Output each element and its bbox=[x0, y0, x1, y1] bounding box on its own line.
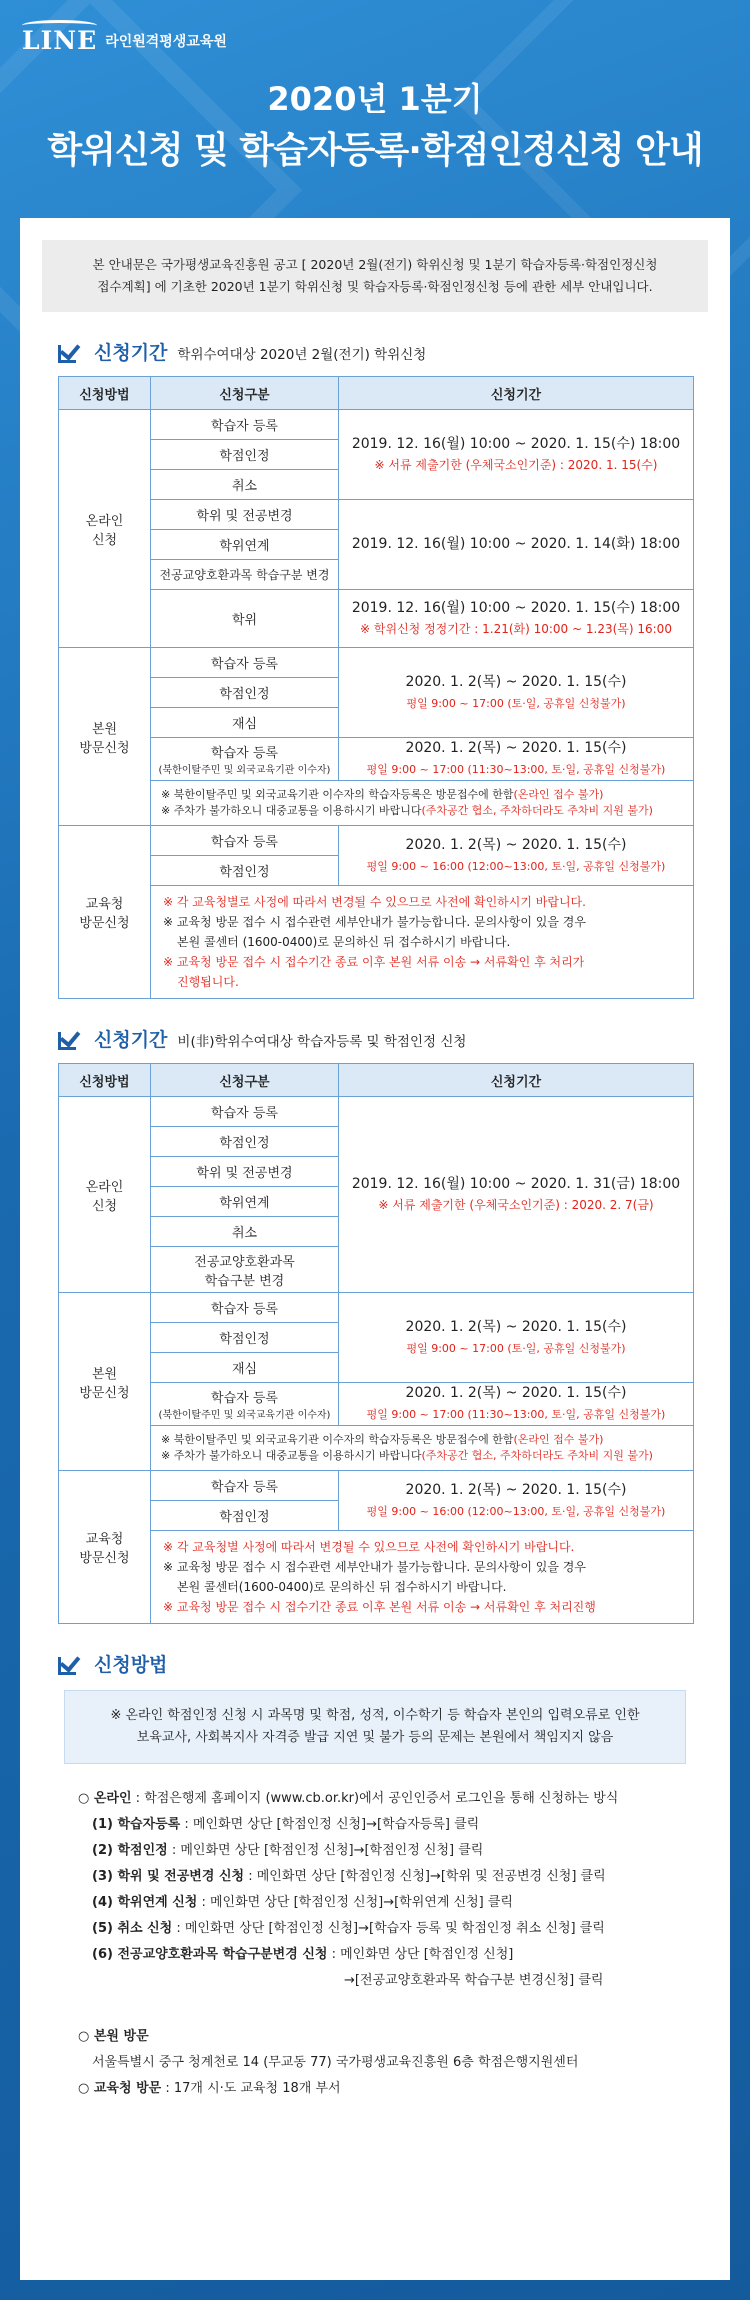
header-period: 신청기간 bbox=[339, 377, 694, 410]
method-step: (4) 학위연계 신청 : 메인화면 상단 [학점인정 신청]→[학위연계 신청] 클릭 bbox=[92, 1895, 513, 1910]
logo[interactable] bbox=[22, 20, 227, 55]
table-row bbox=[59, 500, 694, 530]
header-method: 신청방법 bbox=[59, 377, 151, 410]
table-row bbox=[59, 1426, 694, 1471]
header-category: 신청구분 bbox=[151, 377, 339, 410]
schedule-table-degree bbox=[58, 376, 694, 999]
method-visit: ○ 본원 방문 bbox=[78, 2029, 149, 2044]
category-cell: 학습자 등록 bbox=[151, 648, 339, 678]
table-row bbox=[59, 648, 694, 678]
category-cell: 학점인정 bbox=[151, 1127, 339, 1157]
method-cell: 온라인 신청 bbox=[59, 410, 151, 648]
hero-banner bbox=[0, 0, 750, 218]
category-cell: 학습자 등록 (북한이탈주민 및 외국교육기관 이수자) bbox=[151, 1383, 339, 1426]
table-row bbox=[59, 1293, 694, 1323]
category-cell: 학위 bbox=[151, 590, 339, 648]
category-cell: 학습자 등록 bbox=[151, 1471, 339, 1501]
table-header-row bbox=[59, 1064, 694, 1097]
method-step: (2) 학점인정 : 메인화면 상단 [학점인정 신청]→[학점인정 신청] 클릭 bbox=[92, 1843, 484, 1858]
period-cell: 2020. 1. 2(목) ~ 2020. 1. 15(수) 평일 9:00 ~ 16:00 (12:00~13:00, 토·일, 공휴일 신청불가) bbox=[339, 826, 694, 886]
category-cell: 취소 bbox=[151, 1217, 339, 1247]
category-cell: 학습자 등록 bbox=[151, 1293, 339, 1323]
header-period: 신청기간 bbox=[339, 1064, 694, 1097]
method-cell: 교육청 방문신청 bbox=[59, 1471, 151, 1624]
category-cell: 학점인정 bbox=[151, 856, 339, 886]
check-icon bbox=[58, 339, 86, 363]
check-icon bbox=[58, 1651, 86, 1675]
section-subtitle: 비(非)학위수여대상 학습자등록 및 학점인정 신청 bbox=[177, 1033, 467, 1050]
schedule-table-non-degree bbox=[58, 1063, 694, 1624]
page-title-year: 2020년 1분기 bbox=[267, 80, 483, 118]
section-title: 신청기간 bbox=[94, 1028, 168, 1051]
category-cell: 학점인정 bbox=[151, 1501, 339, 1531]
logo-mark: LINE bbox=[22, 20, 97, 55]
table-header-row bbox=[59, 377, 694, 410]
visit-note: ※ 북한이탈주민 및 외국교육기관 이수자의 학습자등록은 방문접수에 한함(온라인 접수 불가) ※ 주차가 불가하오니 대중교통을 이용하시기 바랍니다(주차공간 협소, 주차하더라도 주차비 지원 불가) bbox=[151, 781, 694, 826]
method-step: (5) 취소 신청 : 메인화면 상단 [학점인정 신청]→[학습자 등록 및 학점인정 취소 신청] 클릭 bbox=[92, 1921, 605, 1936]
section-header bbox=[58, 338, 730, 364]
method-office: ○ 교육청 방문 : 17개 시·도 교육청 18개 부서 bbox=[78, 2081, 341, 2096]
logo-name: 라인원격평생교육원 bbox=[105, 33, 227, 50]
category-cell: 학습자 등록 (북한이탈주민 및 외국교육기관 이수자) bbox=[151, 738, 339, 781]
section-title: 신청기간 bbox=[94, 341, 168, 364]
table-row bbox=[59, 1471, 694, 1501]
period-cell: 2020. 1. 2(목) ~ 2020. 1. 15(수) 평일 9:00 ~ 16:00 (12:00~13:00, 토·일, 공휴일 신청불가) bbox=[339, 1471, 694, 1531]
period-cell: 2019. 12. 16(월) 10:00 ~ 2020. 1. 15(수) 18:00 ※ 서류 제출기한 (우체국소인기준) : 2020. 1. 15(수) bbox=[339, 410, 694, 500]
category-cell: 재심 bbox=[151, 708, 339, 738]
period-cell: 2020. 1. 2(목) ~ 2020. 1. 15(수) 평일 9:00 ~ 17:00 (토·일, 공휴일 신청불가) bbox=[339, 1293, 694, 1383]
category-cell: 학점인정 bbox=[151, 440, 339, 470]
visit-note: ※ 북한이탈주민 및 외국교육기관 이수자의 학습자등록은 방문접수에 한함(온라인 접수 불가) ※ 주차가 불가하오니 대중교통을 이용하시기 바랍니다(주차공간 협소, 주차하더라도 주차비 지원 불가) bbox=[151, 1426, 694, 1471]
method-cell: 본원 방문신청 bbox=[59, 648, 151, 826]
howto-notice: ※ 온라인 학점인정 신청 시 과목명 및 학점, 성적, 이수학기 등 학습자 본인의 입력오류로 인한 보육교사, 사회복지사 자격증 발급 지연 및 불가 등의 문제는 본원에서 책임지지 않음 bbox=[64, 1690, 686, 1764]
method-online: ○ 온라인 : 학점은행제 홈페이지 (www.cb.or.kr)에서 공인인증서 로그인을 통해 신청하는 방식 bbox=[78, 1791, 619, 1806]
category-cell: 학점인정 bbox=[151, 678, 339, 708]
category-cell: 재심 bbox=[151, 1353, 339, 1383]
category-cell: 전공교양호환과목 학습구분 변경 bbox=[151, 1247, 339, 1293]
table-row bbox=[59, 1097, 694, 1127]
category-cell: 취소 bbox=[151, 470, 339, 500]
method-cell: 본원 방문신청 bbox=[59, 1293, 151, 1471]
category-cell: 학습자 등록 bbox=[151, 1097, 339, 1127]
period-cell: 2020. 1. 2(목) ~ 2020. 1. 15(수) 평일 9:00 ~ 17:00 (11:30~13:00, 토·일, 공휴일 신청불가) bbox=[339, 738, 694, 781]
content-card bbox=[20, 218, 730, 2280]
method-step: (3) 학위 및 전공변경 신청 : 메인화면 상단 [학점인정 신청]→[학위 및 전공변경 신청] 클릭 bbox=[92, 1869, 606, 1884]
section-header bbox=[58, 1025, 730, 1051]
table-row bbox=[59, 1383, 694, 1426]
category-cell: 학위연계 bbox=[151, 530, 339, 560]
period-cell: 2019. 12. 16(월) 10:00 ~ 2020. 1. 15(수) 18:00 ※ 학위신청 정정기간 : 1.21(화) 10:00 ~ 1.23(목) 16:00 bbox=[339, 590, 694, 648]
table-row bbox=[59, 410, 694, 440]
method-cell: 온라인 신청 bbox=[59, 1097, 151, 1293]
intro-box bbox=[42, 240, 708, 312]
method-list bbox=[78, 1786, 730, 2102]
check-icon bbox=[58, 1026, 86, 1050]
period-cell: 2020. 1. 2(목) ~ 2020. 1. 15(수) 평일 9:00 ~ 17:00 (토·일, 공휴일 신청불가) bbox=[339, 648, 694, 738]
table-row bbox=[59, 590, 694, 648]
category-cell: 학위 및 전공변경 bbox=[151, 500, 339, 530]
section-header bbox=[58, 1650, 730, 1676]
method-step: (6) 전공교양호환과목 학습구분변경 신청 : 메인화면 상단 [학점인정 신청] bbox=[92, 1947, 514, 1962]
period-cell: 2020. 1. 2(목) ~ 2020. 1. 15(수) 평일 9:00 ~ 17:00 (11:30~13:00, 토·일, 공휴일 신청불가) bbox=[339, 1383, 694, 1426]
intro-text: 접수계획] 에 기초한 2020년 1분기 학위신청 및 학습자등록·학점인정신청 등에 관한 세부 안내입니다. bbox=[97, 279, 653, 294]
category-cell: 전공교양호환과목 학습구분 변경 bbox=[151, 560, 339, 590]
period-cell: 2019. 12. 16(월) 10:00 ~ 2020. 1. 14(화) 18:00 bbox=[339, 500, 694, 590]
table-row bbox=[59, 781, 694, 826]
intro-text: 본 안내문은 국가평생교육진흥원 공고 [ 2020년 2월(전기) 학위신청 및 1분기 학습자등록·학점인정신청 bbox=[92, 257, 658, 272]
method-step-cont: →[전공교양호환과목 학습구분 변경신청] 클릭 bbox=[344, 1973, 604, 1988]
method-step: (1) 학습자등록 : 메인화면 상단 [학점인정 신청]→[학습자등록] 클릭 bbox=[92, 1817, 480, 1832]
table-row bbox=[59, 1531, 694, 1624]
office-note: ※ 각 교육청별 사정에 따라서 변경될 수 있으므로 사전에 확인하시기 바랍니다. ※ 교육청 방문 접수 시 접수관련 세부안내가 불가능합니다. 문의사항이 있을 경우 본원 콜센터(1600-0400)로 문의하신 뒤 접수하시기 바랍니다. ※ 교육청 방문 접수 시 접수기간 종료 이후 본원 서류 이송 → 서류확인 후 처리진행 bbox=[151, 1531, 694, 1624]
category-cell: 학습자 등록 bbox=[151, 826, 339, 856]
page-title: 학위신청 및 학습자등록·학점인정신청 안내 bbox=[47, 130, 703, 171]
header-category: 신청구분 bbox=[151, 1064, 339, 1097]
table-row bbox=[59, 738, 694, 781]
visit-address: 서울특별시 중구 청계천로 14 (무교동 77) 국가평생교육진흥원 6층 학점은행지원센터 bbox=[92, 2055, 579, 2070]
category-cell: 학점인정 bbox=[151, 1323, 339, 1353]
header-method: 신청방법 bbox=[59, 1064, 151, 1097]
table-row bbox=[59, 826, 694, 856]
table-row bbox=[59, 886, 694, 999]
category-cell: 학위 및 전공변경 bbox=[151, 1157, 339, 1187]
category-cell: 학습자 등록 bbox=[151, 410, 339, 440]
section-title: 신청방법 bbox=[94, 1653, 168, 1676]
method-cell: 교육청 방문신청 bbox=[59, 826, 151, 999]
period-cell: 2019. 12. 16(월) 10:00 ~ 2020. 1. 31(금) 18:00 ※ 서류 제출기한 (우체국소인기준) : 2020. 2. 7(금) bbox=[339, 1097, 694, 1293]
section-subtitle: 학위수여대상 2020년 2월(전기) 학위신청 bbox=[177, 346, 427, 363]
category-cell: 학위연계 bbox=[151, 1187, 339, 1217]
office-note: ※ 각 교육청별로 사정에 따라서 변경될 수 있으므로 사전에 확인하시기 바랍니다. ※ 교육청 방문 접수 시 접수관련 세부안내가 불가능합니다. 문의사항이 있을 경우 본원 콜센터 (1600-0400)로 문의하신 뒤 접수하시기 바랍니다. ※ 교육청 방문 접수 시 접수기간 종료 이후 본원 서류 이송 → 서류확인 후 처리가 진행됩니다. bbox=[151, 886, 694, 999]
